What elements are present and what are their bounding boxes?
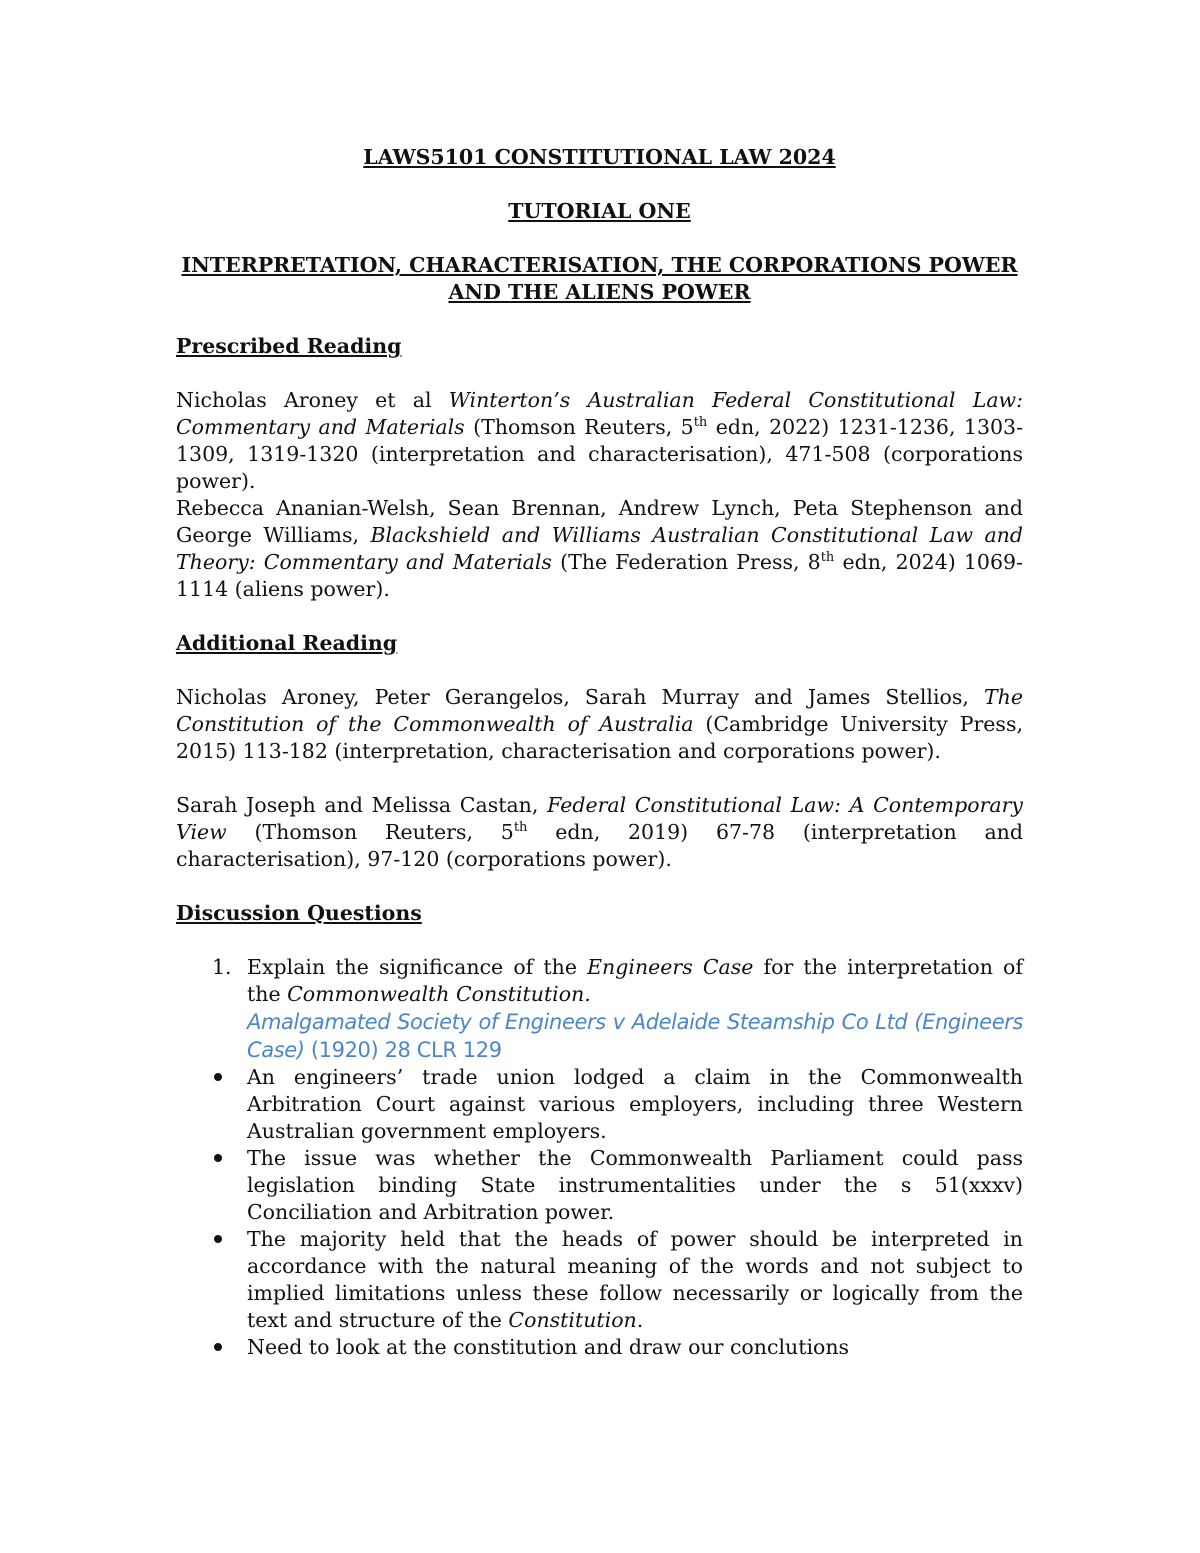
ref-title: Federal Constitutional Law: A Contemporary View xyxy=(176,793,1023,844)
ref-pages: edn, 2022) 1231-1236, 1303-1309, 1319-1320 (interpretation and characterisation), 471-508 (corporations power). xyxy=(176,415,1024,493)
question-text-continued: for the interpretation of the xyxy=(247,955,1023,1006)
bullet-italic-text: Constitution xyxy=(508,1308,637,1332)
ref-publisher: (Thomson Reuters, 5 xyxy=(226,820,514,844)
ref-title: Blackshield and Williams Australian Constitutional Law and Theory: Commentary and Materials xyxy=(176,523,1023,574)
tutorial-title: TUTORIAL ONE xyxy=(508,199,691,223)
list-item xyxy=(176,1145,1023,1226)
list-item xyxy=(176,1334,1023,1361)
question-list xyxy=(176,954,1023,1064)
bullet-text-end: . xyxy=(636,1308,644,1332)
ref-authors: Nicholas Aroney et al xyxy=(176,388,449,412)
bullet-text: The issue was whether the Commonwealth Parliament could pass legislation binding State instrumentalities under the s 51(xxxv) Conciliation and Arbitration power. xyxy=(247,1146,1023,1224)
discussion-questions-heading: Discussion Questions xyxy=(176,901,422,925)
case-citation-report: (1920) 28 CLR 129 xyxy=(304,1038,502,1062)
case-citation xyxy=(247,1008,1023,1064)
bullet-icon xyxy=(214,1235,222,1243)
bullet-icon xyxy=(214,1073,222,1081)
topic-title xyxy=(176,252,1023,306)
ref-superscript: th xyxy=(820,550,835,566)
ref-pages: edn, 2019) 67-78 (interpretation and characterisation), 97-120 (corporations power). xyxy=(176,820,1023,871)
ref-superscript: th xyxy=(693,415,708,431)
ref-pages: (Cambridge University Press, 2015) 113-182 (interpretation, characterisation and corporations power). xyxy=(176,712,1023,763)
answer-bullet-list xyxy=(176,1064,1023,1361)
question-constitution: Commonwealth Constitution. xyxy=(287,982,591,1006)
additional-reference-1 xyxy=(176,684,1023,765)
topic-title-line-2: AND THE ALIENS POWER xyxy=(448,280,751,304)
ref-publisher: (The Federation Press, 8 xyxy=(551,550,821,574)
prescribed-reference-1 xyxy=(176,387,1023,495)
additional-reference-2 xyxy=(176,792,1023,873)
prescribed-reference-2 xyxy=(176,495,1023,603)
ref-pages: edn, 2024) 1069-1114 (aliens power). xyxy=(176,550,1023,601)
bullet-text: Need to look at the constitution and draw our conclutions xyxy=(247,1335,850,1359)
ref-title: Winterton’s Australian Federal Constitutional Law: Commentary and Materials xyxy=(176,388,1023,439)
question-1 xyxy=(176,954,1023,1064)
case-citation-name: Amalgamated Society of Engineers v Adelaide Steamship Co Ltd (Engineers Case) xyxy=(247,1010,1023,1062)
ref-superscript: th xyxy=(513,820,528,836)
list-item xyxy=(176,1226,1023,1334)
bullet-icon xyxy=(214,1154,222,1162)
ref-publisher: (Thomson Reuters, 5 xyxy=(464,415,694,439)
question-text: Explain the significance of the xyxy=(247,955,588,979)
bullet-text: An engineers’ trade union lodged a claim in the Commonwealth Arbitration Court against various employers, including three Western Australian government employers. xyxy=(247,1065,1023,1143)
ref-authors: Nicholas Aroney, Peter Gerangelos, Sarah Murray and James Stellios, xyxy=(176,685,984,709)
prescribed-reading-heading: Prescribed Reading xyxy=(176,334,402,358)
ref-title: The Constitution of the Commonwealth of Australia xyxy=(176,685,1023,736)
list-item xyxy=(176,1064,1023,1145)
question-number: 1. xyxy=(212,955,232,979)
topic-title-line-1: INTERPRETATION, CHARACTERISATION, THE CORPORATIONS POWER xyxy=(181,253,1018,277)
ref-authors: Sarah Joseph and Melissa Castan, xyxy=(176,793,548,817)
bullet-text: The majority held that the heads of power should be interpreted in accordance with the natural meaning of the words and not subject to implied limitations unless these follow necessarily or logically from the text and structure of the xyxy=(247,1227,1023,1332)
bullet-icon xyxy=(214,1343,222,1351)
question-case-name: Engineers Case xyxy=(587,955,754,979)
additional-reading-heading: Additional Reading xyxy=(176,631,398,655)
course-title: LAWS5101 CONSTITUTIONAL LAW 2024 xyxy=(363,145,836,169)
ref-authors: Rebecca Ananian-Welsh, Sean Brennan, Andrew Lynch, Peta Stephenson and George Williams, xyxy=(176,496,1023,547)
